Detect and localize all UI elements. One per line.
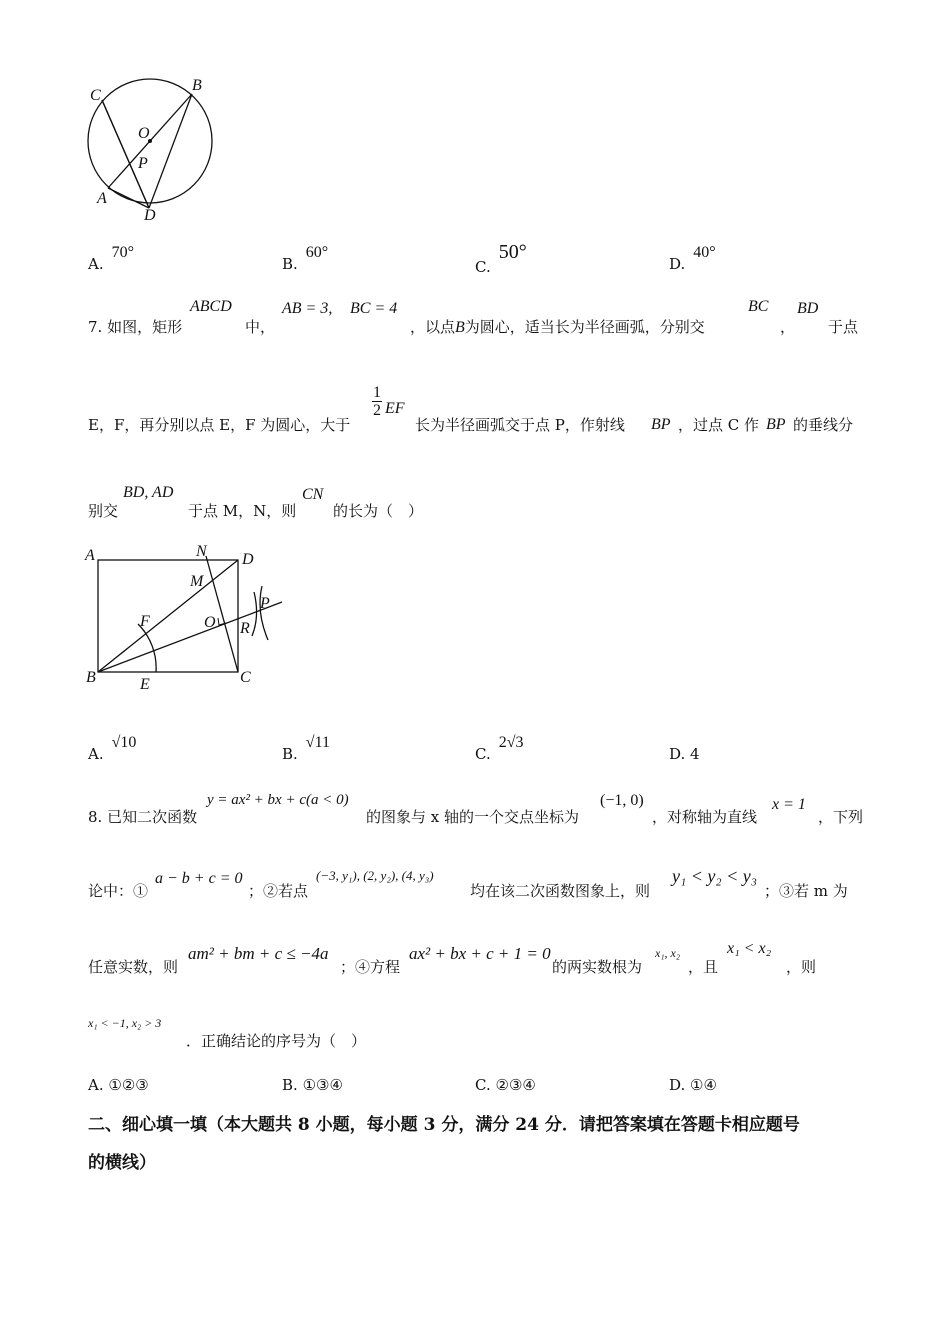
q8-option-b[interactable] — [282, 1076, 343, 1094]
q7-text: ， — [780, 318, 796, 336]
option-letter: D. — [669, 1076, 686, 1094]
option-value: ②③④ — [495, 1076, 536, 1094]
label-e: E — [140, 676, 150, 693]
label-f: F — [140, 613, 150, 630]
rectangle-figure — [80, 540, 290, 695]
option-value: 70° — [111, 244, 135, 261]
q7-math-bp2: BP — [766, 416, 786, 433]
q6-option-b[interactable] — [282, 244, 329, 274]
q6-option-c[interactable] — [475, 241, 527, 278]
q8-text: ，且 — [688, 958, 719, 976]
option-value: √11 — [305, 734, 330, 751]
option-value: 4 — [690, 745, 700, 763]
q7-text: 的垂线分 — [793, 416, 854, 434]
section-heading-cont: 的横线） — [88, 1153, 156, 1173]
q7-math-ab: AB = 3, — [282, 300, 333, 317]
q7-math-bc: BC = 4 — [350, 300, 398, 317]
arc-p2 — [252, 592, 257, 636]
option-value: 60° — [305, 244, 329, 261]
option-letter: D. — [669, 745, 686, 763]
option-value: ①④ — [690, 1076, 717, 1094]
label-p: P — [138, 155, 148, 172]
q7-text: 7. 如图，矩形 — [88, 318, 183, 336]
fraction-denominator: 2 — [373, 402, 381, 419]
option-letter: A. — [88, 745, 104, 763]
q7-text: ，过点 C 作 — [678, 416, 760, 434]
q8-math-roots: x₁, x₂ — [655, 946, 680, 960]
q7-option-d[interactable] — [669, 745, 700, 763]
q7-text: 于点 — [828, 318, 859, 336]
q8-text: ，下列 — [818, 808, 864, 826]
q7-text: 别交 — [88, 502, 119, 520]
chord-cd — [102, 100, 149, 208]
q8-text: 的图象与 x 轴的一个交点坐标为 — [366, 808, 579, 826]
q8-math-points: (−3, y₁), (2, y₂), (4, y₃) — [316, 868, 434, 883]
q8-option-a[interactable] — [88, 1076, 149, 1094]
q8-option-d[interactable] — [669, 1076, 717, 1094]
label-b: B — [86, 669, 96, 686]
option-letter: C. — [475, 745, 491, 763]
q8-math-inequality: y₁ < y₂ < y₃ — [672, 866, 758, 886]
q8-text: ；③若 m 为 — [764, 882, 848, 900]
label-c: C — [90, 87, 101, 104]
q7-math-ef: EF — [385, 400, 405, 417]
q7-text: E，F，再分别以点 E，F 为圆心，大于 — [88, 416, 351, 434]
q8-math-equation: ax² + bx + c + 1 = 0 — [409, 944, 551, 963]
option-value: 50° — [498, 241, 527, 263]
label-n: N — [196, 543, 207, 560]
q8-text: ，则 — [786, 958, 817, 976]
circle-figure — [80, 70, 230, 230]
q7-math-abcd: ABCD — [190, 298, 232, 315]
q7-text: 中， — [245, 318, 276, 336]
q7-math-bc2: BC — [748, 298, 769, 315]
label-a: A — [97, 190, 107, 207]
q7-math-bd-ad: BD, AD — [123, 484, 174, 501]
q7-text: 长为半径画弧交于点 P，作射线 — [415, 416, 625, 434]
q8-text: 均在该二次函数图象上，则 — [470, 882, 651, 900]
q8-math-statement1: a − b + c = 0 — [155, 870, 243, 887]
q6-option-a[interactable] — [88, 244, 135, 274]
q7-text: ，以点B为圆心，适当长为半径画弧，分别交 — [410, 318, 705, 336]
q7-option-b[interactable] — [282, 734, 330, 764]
option-value: 40° — [693, 244, 716, 261]
q8-text: ．正确结论的序号为（ ） — [186, 1032, 367, 1050]
q7-math-cn: CN — [302, 486, 324, 503]
label-a: A — [85, 547, 95, 564]
fraction-numerator: 1 — [373, 384, 381, 401]
q7-fraction — [372, 384, 382, 419]
q8-option-c[interactable] — [475, 1076, 536, 1094]
option-letter: D. — [669, 255, 686, 273]
label-o: O — [138, 125, 150, 142]
q8-math-point: (−1, 0) — [600, 792, 644, 809]
q7-math-bp: BP — [651, 416, 671, 433]
q8-text: 任意实数，则 — [88, 958, 179, 976]
q6-option-d[interactable] — [669, 244, 716, 274]
label-r: R — [240, 620, 250, 637]
label-d: D — [242, 551, 254, 568]
option-letter: B. — [282, 745, 298, 763]
option-letter: A. — [88, 255, 104, 273]
label-o: O — [204, 614, 216, 631]
chord-ad — [108, 188, 149, 208]
q7-text: 的长为（ ） — [333, 502, 424, 520]
option-letter: C. — [475, 258, 491, 276]
label-c: C — [240, 669, 251, 686]
label-m: M — [190, 573, 204, 590]
diagonal-bd — [98, 560, 238, 672]
q8-text: 论中：① — [88, 882, 149, 900]
arc-ef — [138, 624, 156, 672]
section-heading: 二、细心填一填（本大题共 8 小题，每小题 3 分，满分 24 分．请把答案填在答题卡相应题号 — [88, 1115, 800, 1135]
label-b: B — [192, 77, 202, 94]
option-letter: B. — [282, 1076, 298, 1094]
q8-math-statement3: am² + bm + c ≤ −4a — [188, 944, 329, 963]
option-value: ①③④ — [302, 1076, 343, 1094]
q8-text: 的两实数根为 — [552, 958, 643, 976]
q8-math-conclusion: x₁ < −1, x₂ > 3 — [88, 1016, 162, 1030]
option-letter: C. — [475, 1076, 491, 1094]
option-value: 2√3 — [498, 734, 524, 751]
q7-text: 于点 M，N，则 — [188, 502, 297, 520]
option-letter: A. — [88, 1076, 104, 1094]
q8-text: ；④方程 — [340, 958, 401, 976]
q7-math-bd: BD — [797, 300, 819, 317]
q8-math-axis: x = 1 — [772, 796, 806, 813]
chord-bd — [149, 94, 192, 208]
q8-text: ，对称轴为直线 — [652, 808, 758, 826]
option-value: ①②③ — [108, 1076, 149, 1094]
ray-bp — [98, 602, 282, 672]
option-letter: B. — [282, 255, 298, 273]
q8-math-order: x₁ < x₂ — [727, 940, 772, 957]
label-d: D — [144, 207, 156, 224]
q8-text: 8. 已知二次函数 — [88, 808, 198, 826]
q7-option-c[interactable] — [475, 734, 524, 764]
q7-option-a[interactable] — [88, 734, 137, 764]
option-value: √10 — [111, 734, 137, 751]
q8-text: ；②若点 — [248, 882, 309, 900]
q8-math-function: y = ax² + bx + c(a < 0) — [207, 792, 349, 808]
label-p: P — [260, 595, 270, 612]
